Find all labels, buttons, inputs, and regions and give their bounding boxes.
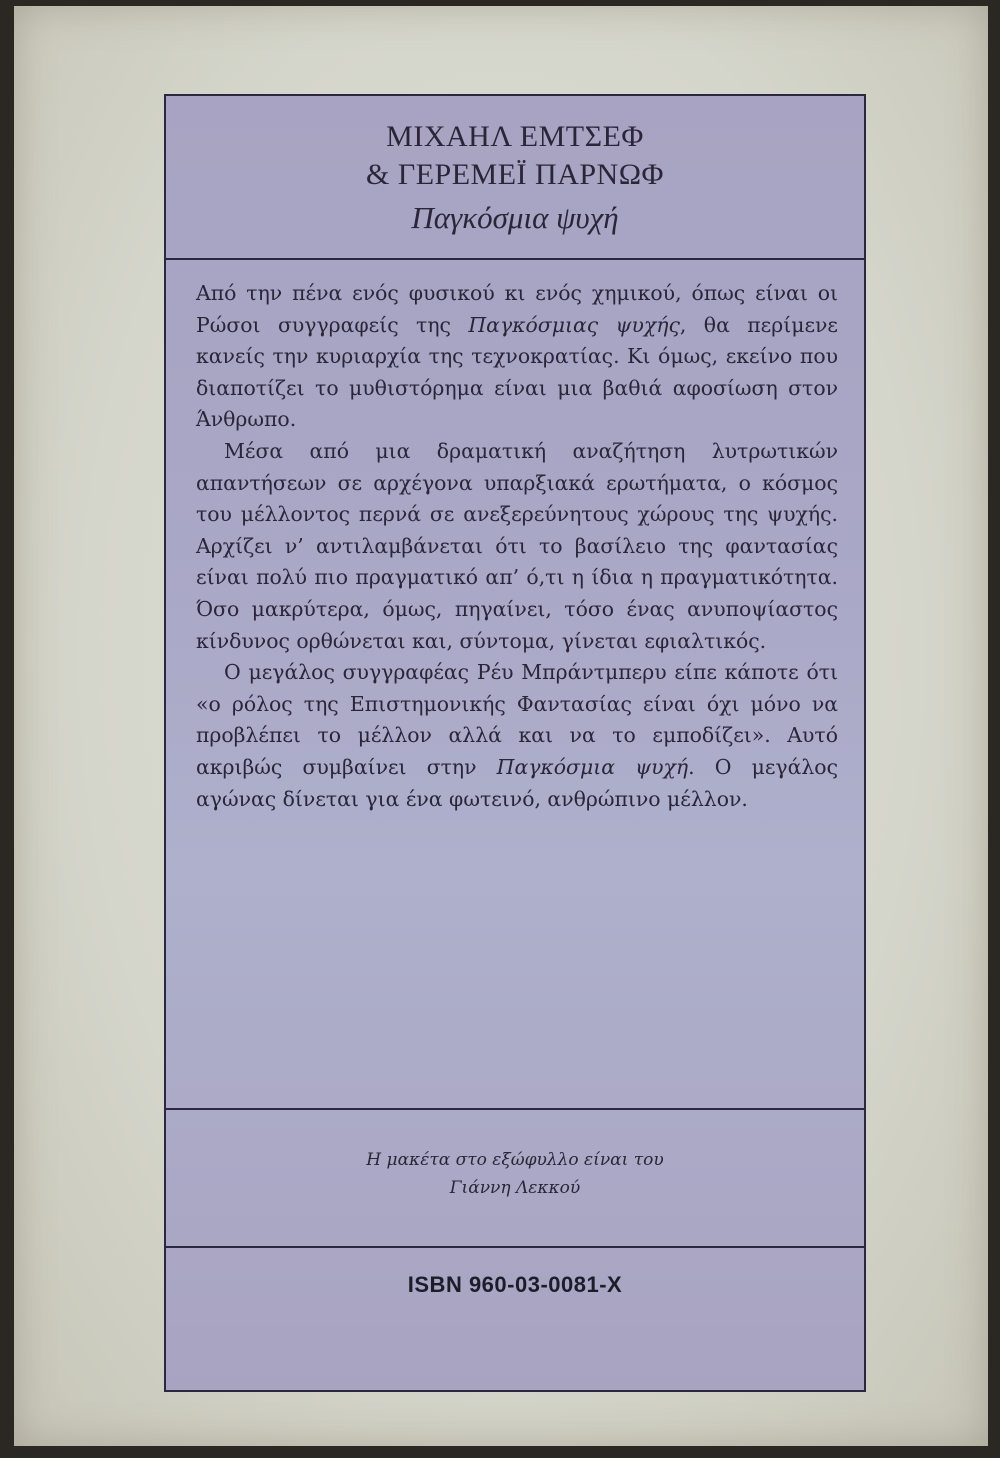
author-line-2: & ΓΕΡΕΜΕΪ ΠΑΡΝΩΦ: [366, 158, 664, 191]
credit-line-2: Γιάννη Λεκκού: [449, 1178, 581, 1198]
blurb-p3-text-a: Ο μεγάλος συγγραφέας Ρέυ Μπράντμπερυ είπε κάποτε ότι «ο ρόλος της Επιστημονικής Φαντασίας είναι όχι μόνο να προβλέπει το μέλλον αλλά και να το εμποδίζει». Αυτό ακριβώς συμβαίνει στην: [196, 660, 838, 779]
book-back-cover: [14, 6, 988, 1446]
blurb-paragraph-3: [196, 657, 838, 815]
book-title: Παγκόσμια ψυχή: [411, 200, 619, 235]
blurb-p1-text-b: , θα περίμενε κανείς την κυριαρχία της τεχνοκρατίας. Κι όμως, εκείνο που διαποτίζει το μυθιστόρημα είναι μια βαθιά αφοσίωση στον Άνθρωπο.: [196, 312, 838, 432]
blurb-p3-text-b: . Ο μεγάλος αγώνας δίνεται για ένα φωτεινό, ανθρώπινο μέλλον.: [196, 754, 838, 811]
credit-line-1: Η μακέτα στο εξώφυλλο είναι του: [366, 1150, 664, 1170]
blurb: [196, 278, 838, 815]
author-line-1: ΜΙΧΑΗΛ ΕΜΤΣΕΦ: [386, 120, 644, 153]
credit-divider: [166, 1246, 864, 1248]
cover-credit: [166, 1146, 864, 1202]
body-divider: [166, 1108, 864, 1110]
blurb-p1-text-a: Από την πένα ενός φυσικού κι ενός χημικού, όπως είναι οι Ρώσοι συγγραφείς της: [196, 281, 838, 337]
cover-header: [166, 118, 864, 240]
isbn-number: ISBN 960-03-0081-X: [407, 1272, 623, 1297]
blurb-paragraph-1: [196, 278, 838, 436]
blurb-p1-title: Παγκόσμιας ψυχής: [468, 312, 680, 337]
header-divider: [166, 258, 864, 260]
blurb-p3-title: Παγκόσμια ψυχή: [496, 754, 689, 779]
cover-panel: [164, 94, 866, 1392]
blurb-paragraph-2: Μέσα από μια δραματική αναζήτηση λυτρωτικών απαντήσεων σε αρχέγονα υπαρξιακά ερωτήματα, ο κόσμος του μέλλοντος περνά σε ανεξερεύνητους χώρους της ψυχής. Αρχίζει ν’ αντιλαμβάνεται ότι το βασίλειο της φαντασίας είναι πολύ πιο πραγματικό απ’ ό,τι η ίδια η πραγματικότητα. Όσο μακρύτερα, όμως, πηγαίνει, τόσο ένας ανυποψίαστος κίνδυνος ορθώνεται και, σύντομα, γίνεται εφιαλτικός.: [196, 438, 838, 653]
